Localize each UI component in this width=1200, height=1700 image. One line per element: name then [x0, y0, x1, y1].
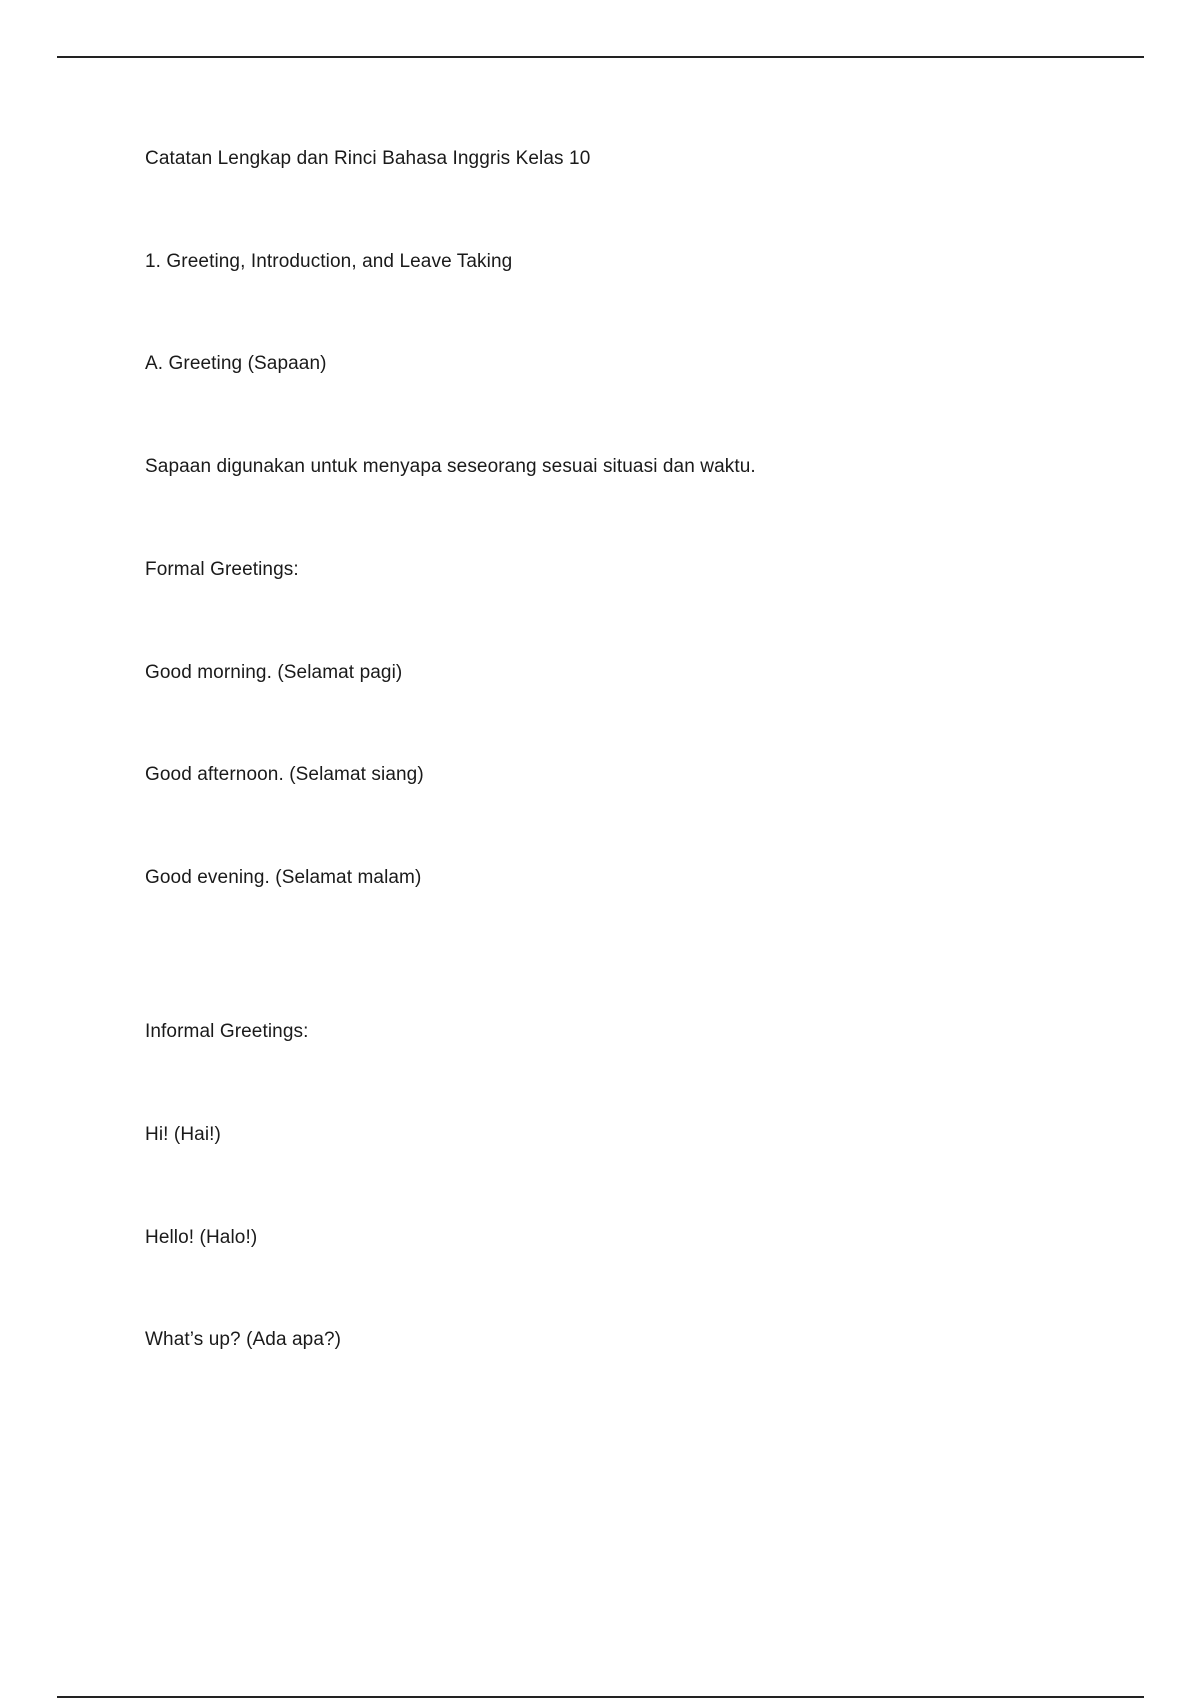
- intro-paragraph: Sapaan digunakan untuk menyapa seseorang sesuai situasi dan waktu.: [145, 456, 756, 477]
- informal-greeting-item: Hi! (Hai!): [145, 1124, 221, 1145]
- informal-greeting-item: Hello! (Halo!): [145, 1227, 258, 1248]
- formal-greeting-item: Good morning. (Selamat pagi): [145, 662, 403, 683]
- top-rule: [57, 56, 1144, 58]
- informal-greetings-label: Informal Greetings:: [145, 1021, 309, 1042]
- section-heading: 1. Greeting, Introduction, and Leave Taking: [145, 251, 513, 272]
- formal-greeting-item: Good evening. (Selamat malam): [145, 867, 422, 888]
- document-title: Catatan Lengkap dan Rinci Bahasa Inggris Kelas 10: [145, 148, 591, 169]
- formal-greeting-item: Good afternoon. (Selamat siang): [145, 764, 424, 785]
- bottom-rule: [57, 1696, 1144, 1698]
- subsection-heading: A. Greeting (Sapaan): [145, 353, 327, 374]
- informal-greeting-item: What’s up? (Ada apa?): [145, 1329, 342, 1350]
- formal-greetings-label: Formal Greetings:: [145, 559, 299, 580]
